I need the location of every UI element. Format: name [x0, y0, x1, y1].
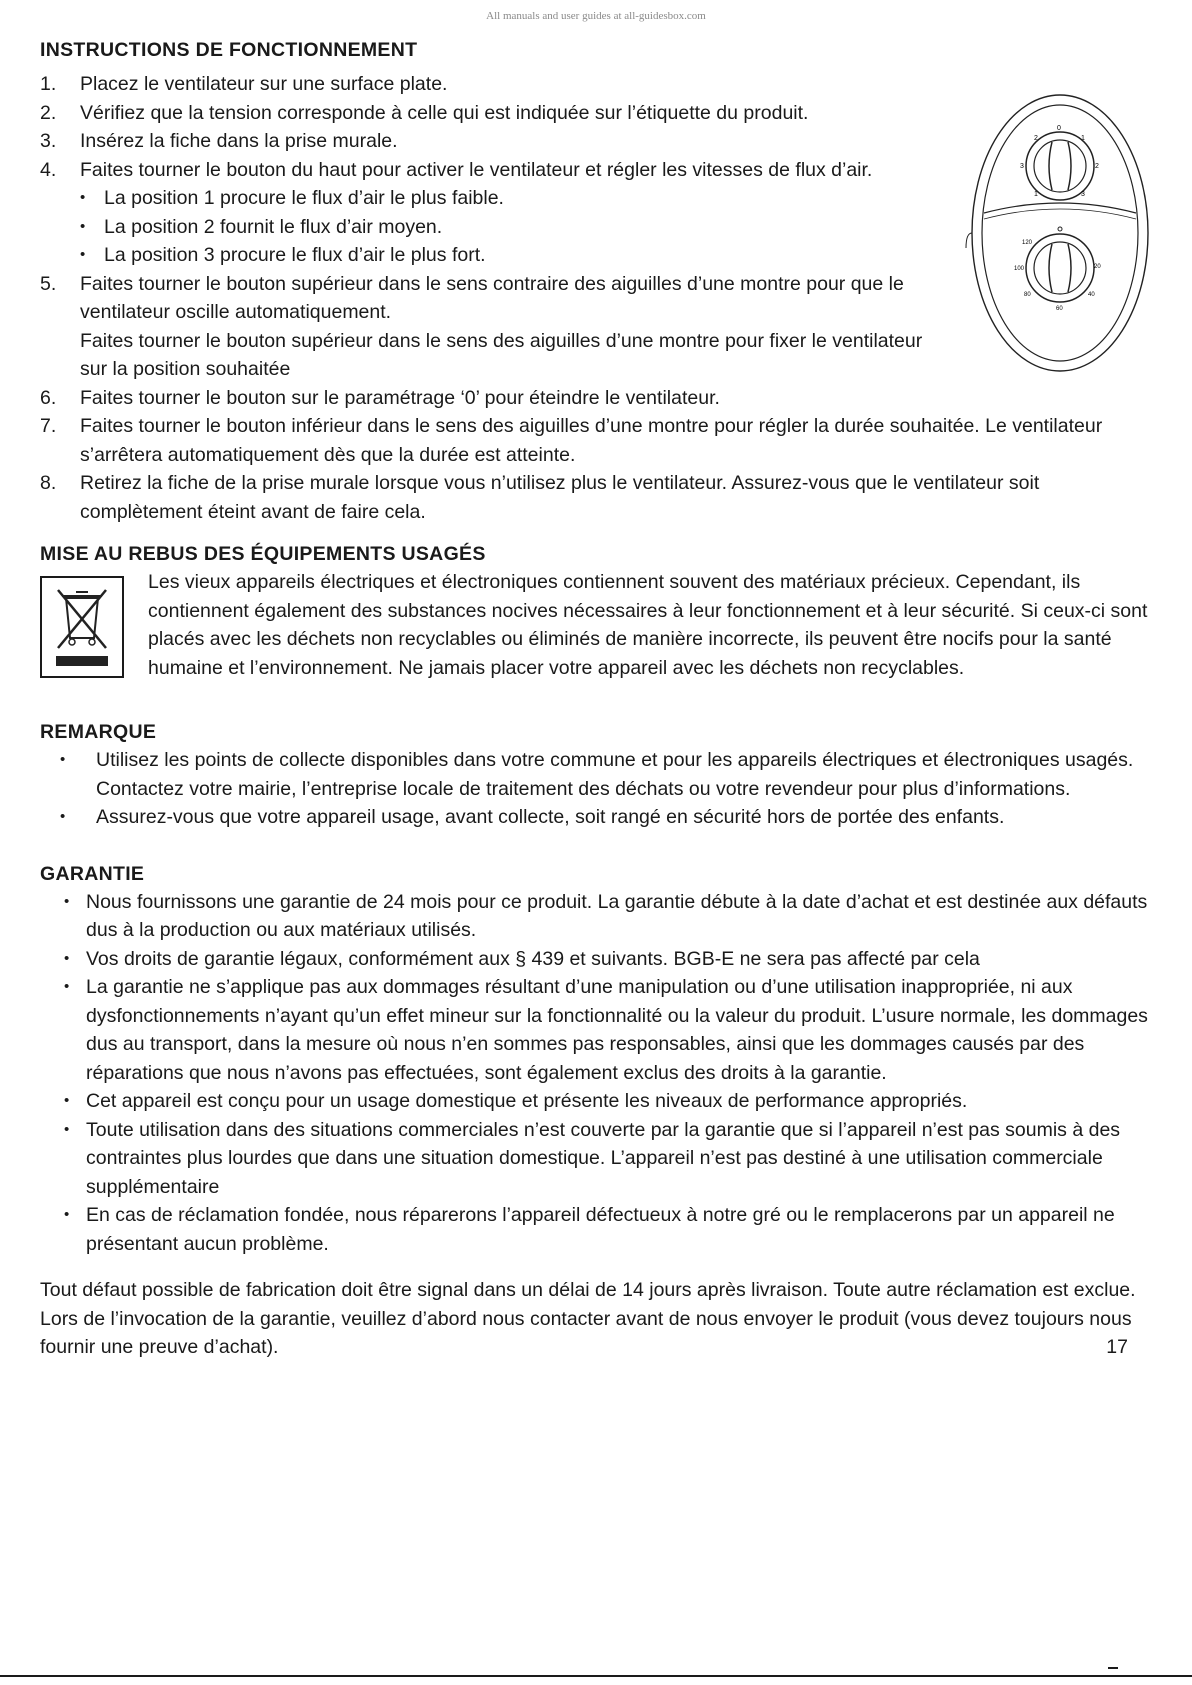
- speed-item: • La position 3 procure le flux d’air le plus fort.: [80, 244, 486, 266]
- step-item: 4. Faites tourner le bouton du haut pour activer le ventilateur et régler les vitesses de flux d’air. • La position 1 procure le flux d’air le plus faible. • La position 2 fournit le flux d’air moyen. • La position 3 procure le flux d’air le plus fort.: [40, 156, 1160, 270]
- remark-item: • Assurez-vous que votre appareil usage, avant collecte, soit rangé en sécurité hors de portée des enfants.: [60, 806, 1005, 828]
- step-item: 7. Faites tourner le bouton inférieur dans le sens des aiguilles d’une montre pour régler la durée souhaitée. Le ventilateur s’arrêtera automatiquement dès que la durée est atteinte.: [40, 415, 1103, 466]
- top-dial-mark: 3: [1081, 191, 1085, 198]
- warranty-title: GARANTIE: [40, 862, 145, 885]
- bottom-dial-mark: 80: [1024, 292, 1031, 298]
- step-item: 2. Vérifiez que la tension corresponde à celle qui est indiquée sur l’étiquette du produit.: [40, 101, 809, 124]
- watermark: All manuals and user guides at all-guidesbox.com: [486, 10, 706, 22]
- page-bottom-mark: [1108, 1667, 1118, 1669]
- bottom-dial-mark: 60: [1056, 306, 1063, 312]
- top-dial-mark: 2: [1034, 135, 1038, 142]
- bottom-dial-mark: 40: [1088, 292, 1095, 298]
- warranty-item: • La garantie ne s’applique pas aux dommages résultant d’une manipulation ou d’une utilisation inappropriée, ni aux dysfonctionnements n’ayant qu’un effet mineur sur la fonctionnalité ou la valeur du produit. L’usure normale, les dommages dus au transport, dans la mesure où nous n’en sommes pas responsables, ainsi que les dommages causés par des réparations que nous n’avons pas effectuées, sont également exclus des droits à la garantie.: [64, 976, 1148, 1084]
- warranty-item: • Vos droits de garantie légaux, conformément aux § 439 et suivants. BGB-E ne sera pas affecté par cela: [64, 947, 980, 970]
- bottom-dial-mark: 20: [1094, 264, 1101, 270]
- top-dial-mark: 2: [1095, 163, 1099, 170]
- warranty-item: • En cas de réclamation fondée, nous réparerons l’appareil défectueux à notre gré ou le remplacerons par un appareil ne présentant aucun problème.: [64, 1204, 1115, 1255]
- page-content: [40, 36, 1160, 1362]
- step-item: 6. Faites tourner le bouton sur le paramétrage ‘0’ pour éteindre le ventilateur.: [40, 386, 720, 409]
- speed-list: [40, 184, 1160, 270]
- remark-item: • Utilisez les points de collecte disponibles dans votre commune et pour les appareils électriques et électroniques usagés. Contactez votre mairie, l’entreprise locale de traitement des déchats ou votre revendeur pour plus d’informations.: [60, 749, 1134, 800]
- warranty-footer-defects: Tout défaut possible de fabrication doit être signal dans un délai de 14 jours après livraison. Toute autre réclamation est exclue.: [40, 1279, 1136, 1301]
- remark-list: [40, 746, 1160, 832]
- step-item: 8. Retirez la fiche de la prise murale lorsque vous n’utilisez plus le ventilateur. Assurez-vous que le ventilateur soit complètement éteint avant de faire cela.: [40, 472, 1040, 523]
- step-item: 1. Placez le ventilateur sur une surface plate.: [40, 73, 448, 95]
- top-dial-mark: 1: [1081, 135, 1085, 142]
- disposal-title: MISE AU REBUS DES ÉQUIPEMENTS USAGÉS: [40, 543, 486, 565]
- top-dial-mark: 3: [1020, 163, 1024, 170]
- speed-item: • La position 1 procure le flux d’air le plus faible.: [80, 187, 504, 209]
- bottom-dial-mark: 120: [1022, 240, 1033, 246]
- warranty-item: • Toute utilisation dans des situations commerciales n’est couverte par la garantie que si l’appareil n’est pas soumis à des contraintes plus lourdes que dans une situation domestique. L’appareil n’est pas destiné à une utilisation commerciale supplémentaire: [64, 1118, 1121, 1198]
- warranty-item: • Cet appareil est conçu pour un usage domestique et présente les niveaux de performance appropriés.: [64, 1090, 968, 1112]
- step-item: 5. Faites tourner le bouton supérieur dans le sens contraire des aiguilles d’une montre pour que le ventilateur oscille automatiquement. Faites tourner le bouton supérieur dans le sens des aiguilles d’une montre pour fixer le ventilateur sur la position souhaitée: [40, 272, 923, 380]
- disposal-text: Les vieux appareils électriques et électroniques contiennent souvent des matériaux précieux. Cependant, ils contiennent également des substances nocives nécessaires à leur fonctionnement et à leur sécurité. Si ceux-ci sont placés avec les déchets non recyclables ou éliminés de manière incorrecte, ils peuvent être nocifs pour la santé humaine et l’environnement. Ne jamais placer votre appareil avec les déchets non recyclables.: [148, 571, 1148, 679]
- page-number: 17: [1106, 1336, 1128, 1358]
- warranty-item: • Nous fournissons une garantie de 24 mois pour ce produit. La garantie débute à la date d’achat et est destinée aux défauts dus à la production ou aux matériaux utilisés.: [64, 890, 1148, 941]
- top-dial-mark: 0: [1057, 125, 1061, 132]
- page-bottom-rule: [0, 1675, 1192, 1677]
- instructions-title: INSTRUCTIONS DE FONCTIONNEMENT: [40, 39, 418, 61]
- disposal-block: [40, 568, 1160, 708]
- speed-item: • La position 2 fournit le flux d’air moyen.: [80, 215, 443, 238]
- remark-title: REMARQUE: [40, 721, 157, 743]
- bottom-dial-mark: 100: [1014, 266, 1025, 272]
- warranty-list: [40, 888, 1160, 1259]
- instructions-list: [40, 70, 1160, 526]
- step-item: 3. Insérez la fiche dans la prise murale.: [40, 130, 398, 152]
- weee-bin-icon: [40, 576, 124, 678]
- top-dial-mark: 1: [1034, 191, 1038, 198]
- warranty-footer-contact: Lors de l’invocation de la garantie, veuillez d’abord nous contacter avant de nous envoyer le produit (vous devez toujours nous fournir une preuve d’achat).: [40, 1307, 1132, 1358]
